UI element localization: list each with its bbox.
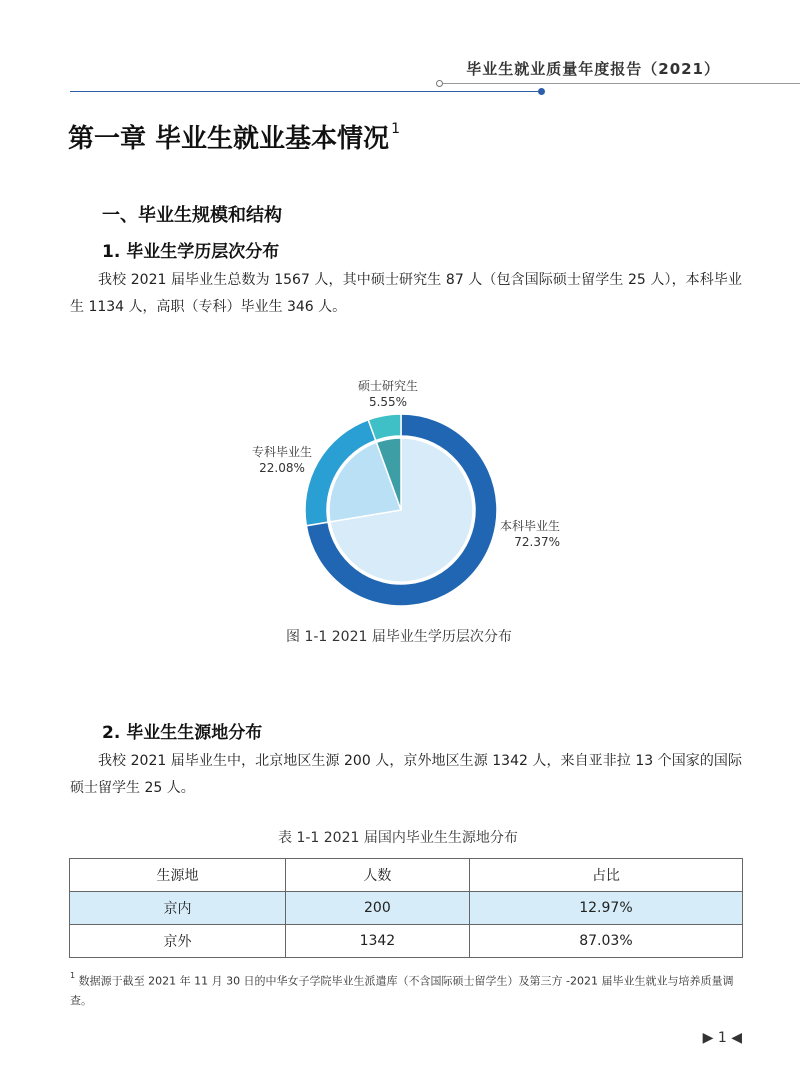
page-next-arrow-icon: ◀ [731,1030,742,1046]
header-rule [440,83,800,84]
column-header: 占比 [469,859,742,892]
column-header: 人数 [285,859,469,892]
subsection-heading: 1. 毕业生学历层次分布 [102,242,280,262]
page-number [703,1030,742,1046]
slice-category-label: 专科毕业生 [251,445,313,459]
chapter-title-text: 第一章 毕业生就业基本情况 [68,124,390,154]
slice-category-label: 硕士研究生 [357,379,419,393]
origin-table [69,858,743,958]
header-rule-accent [70,91,540,92]
body-paragraph: 我校 2021 届毕业生中，北京地区生源 200 人，京外地区生源 1342 人，来自亚非拉 13 个国家的国际硕士留学生 25 人。 [70,753,742,796]
table-cell: 1342 [285,925,469,958]
table-cell: 87.03% [469,925,742,958]
header-rule-dot [538,88,545,95]
page-number-text: 1 [717,1030,727,1046]
slice-value-label: 5.55% [368,395,408,409]
table-cell: 12.97% [469,892,742,925]
header-rule-dot [436,80,443,87]
table-row [70,892,743,925]
table-row [70,925,743,958]
slice-value-label: 72.37% [514,535,560,549]
chart-caption: 图 1-1 2021 届毕业生学历层次分布 [286,629,512,645]
body-paragraph: 我校 2021 届毕业生总数为 1567 人，其中硕士研究生 87 人（包含国际硕士留学生 25 人），本科毕业生 1134 人，高职（专科）毕业生 346 人。 [70,272,742,315]
running-header: 毕业生就业质量年度报告（2021） [466,60,720,78]
subsection-heading: 2. 毕业生生源地分布 [102,723,263,743]
education-level-chart [230,370,570,615]
chapter-title [68,118,400,155]
table-header-row [70,859,743,892]
footnote [70,968,742,1010]
column-header: 生源地 [70,859,286,892]
footnote-ref[interactable]: 1 [391,121,400,138]
section-heading: 一、毕业生规模和结构 [102,205,282,226]
slice-value-label: 22.08% [259,461,305,475]
table-cell: 京外 [70,925,286,958]
table-cell: 京内 [70,892,286,925]
table-cell: 200 [285,892,469,925]
table-caption: 表 1-1 2021 届国内毕业生生源地分布 [278,830,518,846]
footnote-mark: 1 [70,971,76,980]
page-prev-arrow-icon: ▶ [702,1030,714,1046]
slice-category-label: 本科毕业生 [499,519,560,533]
footnote-text: 数据源于截至 2021 年 11 月 30 日的中华女子学院毕业生派遣库（不含国际硕士留学生）及第三方 -2021 届毕业生就业与培养质量调查。 [70,974,734,1007]
